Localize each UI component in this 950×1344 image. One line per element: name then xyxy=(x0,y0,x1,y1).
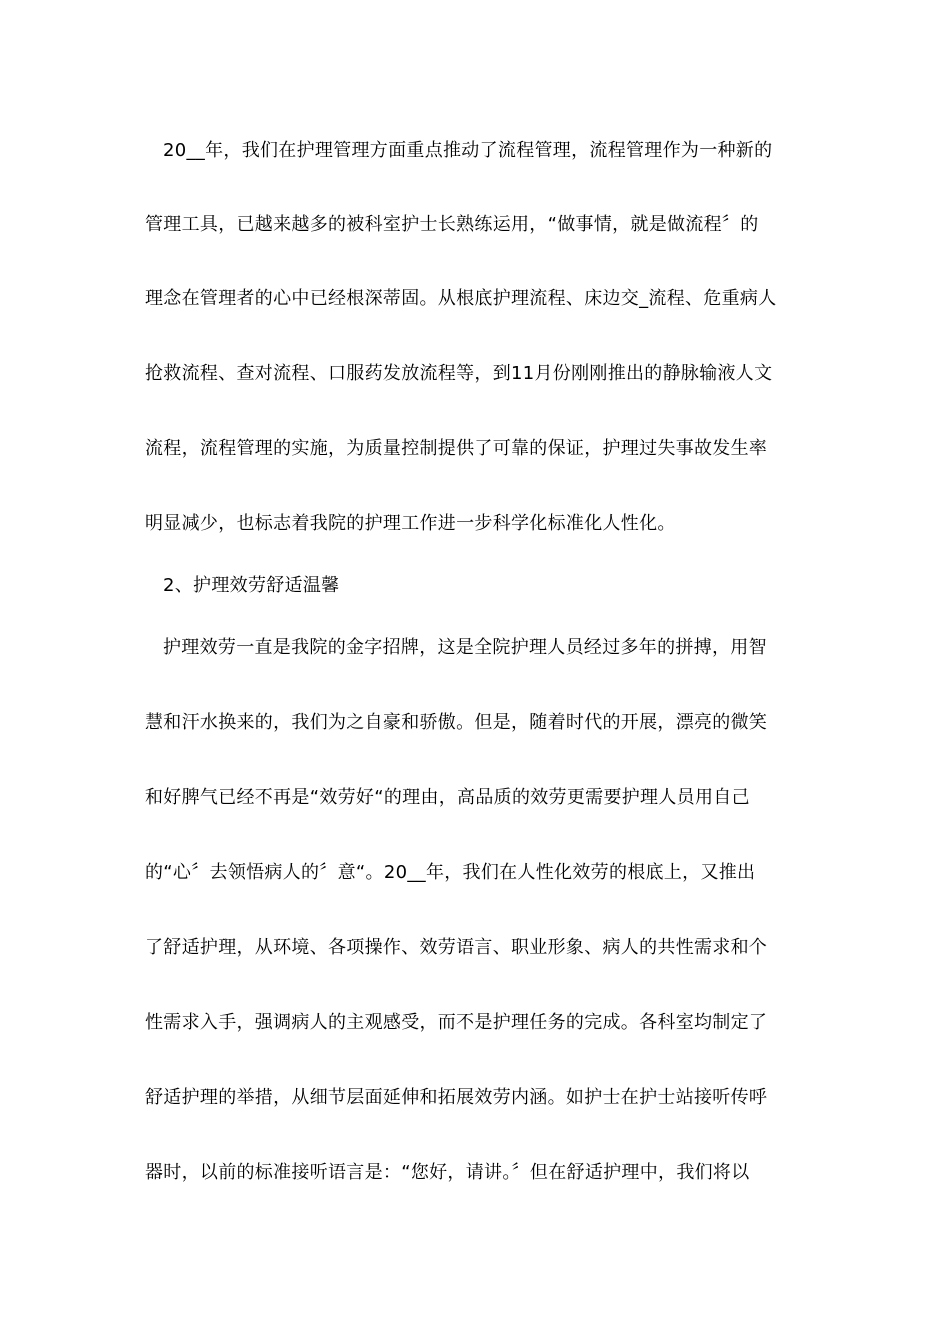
section-heading: 2、护理效劳舒适温馨 xyxy=(163,575,340,596)
paragraph-line: 护理效劳一直是我院的金字招牌，这是全院护理人员经过多年的拼搏，用智 xyxy=(163,637,767,658)
paragraph-line: 理念在管理者的心中已经根深蒂固。从根底护理流程、床边交_流程、危重病人 xyxy=(145,288,777,309)
paragraph-line: 抢救流程、查对流程、口服药发放流程等，到11月份刚刚推出的静脉输液人文 xyxy=(145,363,773,384)
paragraph-line: 明显减少，也标志着我院的护理工作进一步科学化标准化人性化。 xyxy=(145,513,676,534)
paragraph-line: 20__年，我们在护理管理方面重点推动了流程管理，流程管理作为一种新的 xyxy=(163,140,773,161)
paragraph-line: 慧和汗水换来的，我们为之自豪和骄傲。但是，随着时代的开展，漂亮的微笑 xyxy=(145,712,768,733)
paragraph-line: 和好脾气已经不再是“效劳好“的理由，高品质的效劳更需要护理人员用自己 xyxy=(145,787,750,808)
paragraph-line: 管理工具，已越来越多的被科室护士长熟练运用，“做事情，就是做流程〞的 xyxy=(145,214,759,235)
paragraph-line: 器时，以前的标准接听语言是：“您好，请讲。〞但在舒适护理中，我们将以 xyxy=(145,1162,750,1183)
paragraph-line: 了舒适护理，从环境、各项操作、效劳语言、职业形象、病人的共性需求和个 xyxy=(145,937,768,958)
paragraph-line: 的“心〞去领悟病人的〞意“。20__年，我们在人性化效劳的根底上，又推出 xyxy=(145,862,756,883)
paragraph-line: 性需求入手，强调病人的主观感受，而不是护理任务的完成。各科室均制定了 xyxy=(145,1012,768,1033)
paragraph-line: 流程，流程管理的实施，为质量控制提供了可靠的保证，护理过失事故发生率 xyxy=(145,438,768,459)
paragraph-line: 舒适护理的举措，从细节层面延伸和拓展效劳内涵。如护士在护士站接听传呼 xyxy=(145,1087,768,1108)
